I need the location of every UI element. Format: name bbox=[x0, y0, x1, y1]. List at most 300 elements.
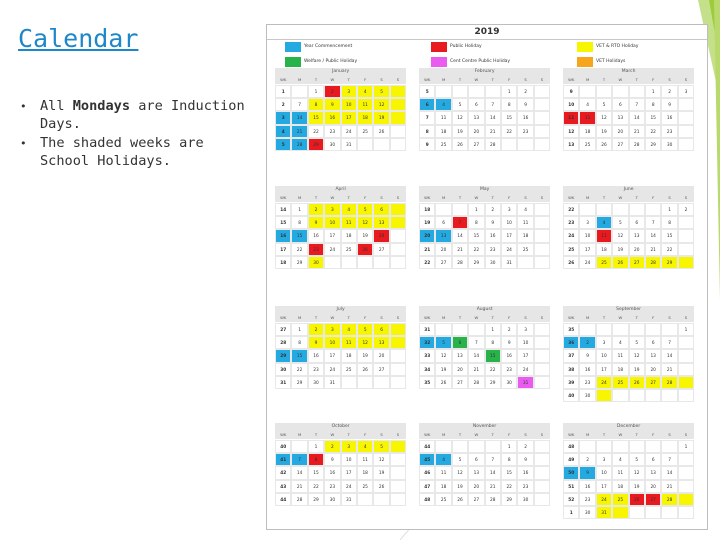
week-number-cell: 29 bbox=[275, 349, 291, 362]
date-cell: 5 bbox=[357, 323, 373, 336]
date-cell: 27 bbox=[468, 493, 484, 506]
date-cell: 8 bbox=[468, 216, 484, 229]
date-cell: 5 bbox=[629, 453, 645, 466]
date-cell: 16 bbox=[501, 349, 517, 362]
date-cell bbox=[291, 440, 307, 453]
date-cell bbox=[612, 440, 628, 453]
date-cell: 31 bbox=[341, 493, 357, 506]
week-number-cell: 13 bbox=[563, 138, 579, 151]
day-header: F bbox=[357, 431, 373, 439]
date-cell: 4 bbox=[435, 453, 451, 466]
date-cell: 21 bbox=[485, 125, 501, 138]
date-cell bbox=[452, 440, 468, 453]
date-cell: 28 bbox=[291, 493, 307, 506]
date-cell: 12 bbox=[452, 466, 468, 479]
date-cell: 6 bbox=[373, 323, 389, 336]
date-cell bbox=[645, 203, 661, 216]
date-cell: 5 bbox=[357, 203, 373, 216]
date-cell bbox=[357, 376, 373, 389]
date-cell: 16 bbox=[485, 229, 501, 242]
date-cell: 24 bbox=[324, 363, 340, 376]
date-cell: 14 bbox=[485, 111, 501, 124]
date-cell: 21 bbox=[661, 363, 677, 376]
week-number-cell: 42 bbox=[275, 466, 291, 479]
date-cell bbox=[390, 256, 406, 269]
week-number-cell: 44 bbox=[275, 493, 291, 506]
day-header: M bbox=[435, 431, 451, 439]
date-cell: 27 bbox=[452, 376, 468, 389]
date-cell: 14 bbox=[661, 466, 677, 479]
week-number-cell: 1 bbox=[275, 85, 291, 98]
date-cell: 30 bbox=[579, 389, 595, 402]
date-cell: 17 bbox=[579, 243, 595, 256]
date-cell: 12 bbox=[373, 453, 389, 466]
date-cell bbox=[390, 466, 406, 479]
date-cell: 1 bbox=[308, 85, 324, 98]
date-cell: 26 bbox=[373, 125, 389, 138]
date-cell: 30 bbox=[517, 493, 533, 506]
date-cell: 1 bbox=[485, 323, 501, 336]
date-cell: 26 bbox=[629, 493, 645, 506]
date-cell bbox=[373, 376, 389, 389]
date-cell: 14 bbox=[661, 349, 677, 362]
day-header: S bbox=[373, 76, 389, 84]
date-cell: 1 bbox=[501, 440, 517, 453]
date-cell bbox=[390, 363, 406, 376]
date-cell: 1 bbox=[661, 203, 677, 216]
date-cell: 10 bbox=[579, 229, 595, 242]
date-cell: 27 bbox=[612, 138, 628, 151]
date-cell: 3 bbox=[324, 323, 340, 336]
date-cell: 17 bbox=[324, 349, 340, 362]
day-header: S bbox=[678, 76, 694, 84]
date-cell: 14 bbox=[485, 466, 501, 479]
date-cell: 12 bbox=[612, 229, 628, 242]
date-cell: 6 bbox=[452, 336, 468, 349]
date-cell bbox=[629, 506, 645, 519]
date-cell bbox=[534, 243, 550, 256]
date-cell: 18 bbox=[612, 363, 628, 376]
date-cell: 13 bbox=[645, 349, 661, 362]
date-cell bbox=[324, 256, 340, 269]
date-cell bbox=[390, 243, 406, 256]
date-cell bbox=[534, 203, 550, 216]
date-cell bbox=[579, 203, 595, 216]
date-cell bbox=[645, 323, 661, 336]
week-number-cell: 48 bbox=[563, 440, 579, 453]
day-header: F bbox=[645, 76, 661, 84]
date-cell: 14 bbox=[645, 229, 661, 242]
date-cell bbox=[678, 256, 694, 269]
date-cell: 3 bbox=[579, 216, 595, 229]
date-cell: 13 bbox=[468, 111, 484, 124]
date-cell bbox=[435, 323, 451, 336]
date-cell: 6 bbox=[468, 453, 484, 466]
date-cell bbox=[357, 138, 373, 151]
date-cell: 8 bbox=[645, 98, 661, 111]
week-number-cell: 25 bbox=[563, 243, 579, 256]
date-cell bbox=[534, 111, 550, 124]
day-header: T bbox=[308, 431, 324, 439]
date-cell bbox=[390, 216, 406, 229]
date-cell: 29 bbox=[291, 256, 307, 269]
legend-item bbox=[431, 42, 482, 52]
date-cell: 11 bbox=[341, 336, 357, 349]
date-cell: 18 bbox=[341, 349, 357, 362]
date-cell: 2 bbox=[678, 203, 694, 216]
date-cell: 29 bbox=[308, 138, 324, 151]
week-number-cell: 35 bbox=[419, 376, 435, 389]
week-number-cell: 16 bbox=[275, 229, 291, 242]
date-cell bbox=[468, 85, 484, 98]
week-number-cell: 2 bbox=[275, 98, 291, 111]
week-number-cell: 35 bbox=[563, 323, 579, 336]
date-cell bbox=[629, 440, 645, 453]
date-cell bbox=[390, 349, 406, 362]
date-cell: 13 bbox=[435, 229, 451, 242]
date-cell: 21 bbox=[452, 243, 468, 256]
day-header: M bbox=[435, 314, 451, 322]
date-cell bbox=[435, 440, 451, 453]
day-header: W bbox=[324, 76, 340, 84]
day-header: W bbox=[324, 194, 340, 202]
date-cell: 19 bbox=[629, 480, 645, 493]
date-cell bbox=[485, 85, 501, 98]
day-header: M bbox=[291, 194, 307, 202]
day-header: T bbox=[596, 314, 612, 322]
date-cell: 22 bbox=[308, 480, 324, 493]
date-cell: 11 bbox=[596, 229, 612, 242]
date-cell bbox=[357, 256, 373, 269]
month-name: March bbox=[563, 68, 694, 76]
calendar-image bbox=[266, 24, 708, 530]
date-cell: 1 bbox=[501, 85, 517, 98]
day-header: S bbox=[661, 194, 677, 202]
date-cell bbox=[534, 466, 550, 479]
date-cell bbox=[452, 323, 468, 336]
date-cell: 2 bbox=[324, 85, 340, 98]
date-cell: 20 bbox=[468, 480, 484, 493]
week-number-cell: 30 bbox=[275, 363, 291, 376]
date-cell: 15 bbox=[645, 111, 661, 124]
date-cell: 4 bbox=[517, 203, 533, 216]
date-cell: 23 bbox=[485, 243, 501, 256]
date-cell: 10 bbox=[517, 336, 533, 349]
date-cell: 22 bbox=[501, 480, 517, 493]
day-header: F bbox=[645, 431, 661, 439]
date-cell bbox=[612, 506, 628, 519]
day-header: M bbox=[579, 314, 595, 322]
date-cell: 28 bbox=[645, 256, 661, 269]
date-cell: 10 bbox=[324, 336, 340, 349]
day-header: F bbox=[501, 431, 517, 439]
date-cell: 8 bbox=[291, 336, 307, 349]
date-cell: 5 bbox=[373, 440, 389, 453]
legend-swatch bbox=[285, 42, 301, 52]
legend-label: VET Holidays bbox=[596, 59, 626, 64]
date-cell bbox=[534, 363, 550, 376]
date-cell: 22 bbox=[308, 125, 324, 138]
day-header: F bbox=[357, 314, 373, 322]
week-number-cell: 20 bbox=[419, 229, 435, 242]
date-cell: 18 bbox=[435, 480, 451, 493]
date-cell bbox=[534, 216, 550, 229]
date-cell: 2 bbox=[661, 85, 677, 98]
week-number-cell: 8 bbox=[419, 125, 435, 138]
day-header: T bbox=[485, 314, 501, 322]
date-cell bbox=[357, 493, 373, 506]
day-header: T bbox=[596, 76, 612, 84]
bullet-item bbox=[20, 98, 260, 133]
date-cell: 7 bbox=[485, 98, 501, 111]
date-cell: 25 bbox=[579, 138, 595, 151]
day-header: M bbox=[579, 431, 595, 439]
week-number-cell: 26 bbox=[563, 256, 579, 269]
date-cell bbox=[629, 203, 645, 216]
date-cell: 28 bbox=[661, 493, 677, 506]
date-cell: 19 bbox=[596, 125, 612, 138]
date-cell bbox=[534, 376, 550, 389]
legend-swatch bbox=[577, 57, 593, 67]
date-cell: 2 bbox=[485, 203, 501, 216]
date-cell: 24 bbox=[579, 256, 595, 269]
date-cell: 17 bbox=[501, 229, 517, 242]
day-header: M bbox=[579, 76, 595, 84]
legend-swatch bbox=[431, 57, 447, 67]
date-cell bbox=[629, 389, 645, 402]
date-cell: 16 bbox=[579, 363, 595, 376]
date-cell bbox=[661, 389, 677, 402]
day-header: W bbox=[468, 194, 484, 202]
date-cell bbox=[390, 480, 406, 493]
date-cell: 6 bbox=[373, 203, 389, 216]
date-cell: 1 bbox=[291, 323, 307, 336]
date-cell bbox=[534, 440, 550, 453]
date-cell: 1 bbox=[308, 440, 324, 453]
day-header: F bbox=[501, 314, 517, 322]
week-number-cell: 12 bbox=[563, 125, 579, 138]
day-header: F bbox=[501, 194, 517, 202]
date-cell: 12 bbox=[435, 349, 451, 362]
day-header: W bbox=[612, 76, 628, 84]
date-cell: 28 bbox=[629, 138, 645, 151]
date-cell: 20 bbox=[373, 349, 389, 362]
date-cell: 30 bbox=[324, 493, 340, 506]
week-number-cell: 23 bbox=[563, 216, 579, 229]
date-cell: 31 bbox=[341, 138, 357, 151]
day-header: T bbox=[452, 76, 468, 84]
date-cell: 25 bbox=[435, 138, 451, 151]
day-header: T bbox=[341, 194, 357, 202]
date-cell bbox=[390, 453, 406, 466]
date-cell: 7 bbox=[452, 216, 468, 229]
month-name: October bbox=[275, 423, 406, 431]
date-cell bbox=[678, 506, 694, 519]
legend-item bbox=[577, 57, 625, 67]
date-cell bbox=[534, 349, 550, 362]
day-header: T bbox=[308, 314, 324, 322]
date-cell bbox=[579, 85, 595, 98]
day-header: F bbox=[645, 314, 661, 322]
day-header: S bbox=[661, 314, 677, 322]
date-cell: 19 bbox=[612, 243, 628, 256]
week-number-cell: 7 bbox=[419, 111, 435, 124]
date-cell bbox=[678, 349, 694, 362]
date-cell bbox=[596, 85, 612, 98]
week-number-cell: 28 bbox=[275, 336, 291, 349]
day-header: S bbox=[373, 314, 389, 322]
month-name: November bbox=[419, 423, 550, 431]
date-cell: 16 bbox=[517, 111, 533, 124]
date-cell: 19 bbox=[452, 125, 468, 138]
date-cell: 10 bbox=[341, 453, 357, 466]
date-cell: 24 bbox=[324, 243, 340, 256]
day-header: W bbox=[324, 431, 340, 439]
day-header: W bbox=[468, 431, 484, 439]
day-header: F bbox=[357, 76, 373, 84]
date-cell: 13 bbox=[373, 216, 389, 229]
date-cell: 31 bbox=[324, 376, 340, 389]
legend-item bbox=[285, 57, 357, 67]
day-header: M bbox=[291, 314, 307, 322]
day-header: T bbox=[485, 194, 501, 202]
date-cell: 19 bbox=[373, 466, 389, 479]
date-cell: 21 bbox=[468, 363, 484, 376]
date-cell: 8 bbox=[485, 336, 501, 349]
date-cell: 17 bbox=[324, 229, 340, 242]
date-cell: 23 bbox=[579, 376, 595, 389]
date-cell: 30 bbox=[579, 506, 595, 519]
date-cell bbox=[390, 493, 406, 506]
date-cell: 2 bbox=[324, 440, 340, 453]
date-cell: 24 bbox=[596, 493, 612, 506]
date-cell bbox=[390, 98, 406, 111]
date-cell bbox=[645, 389, 661, 402]
legend-swatch bbox=[431, 42, 447, 52]
date-cell: 5 bbox=[629, 336, 645, 349]
date-cell: 5 bbox=[452, 98, 468, 111]
date-cell bbox=[612, 203, 628, 216]
date-cell: 16 bbox=[324, 111, 340, 124]
date-cell: 11 bbox=[357, 453, 373, 466]
date-cell: 8 bbox=[501, 453, 517, 466]
date-cell bbox=[452, 203, 468, 216]
date-cell: 9 bbox=[517, 98, 533, 111]
date-cell: 11 bbox=[357, 98, 373, 111]
day-header: S bbox=[373, 431, 389, 439]
day-header: WK bbox=[563, 76, 579, 84]
week-number-cell: 10 bbox=[563, 98, 579, 111]
date-cell: 16 bbox=[324, 466, 340, 479]
date-cell bbox=[579, 440, 595, 453]
date-cell: 9 bbox=[661, 98, 677, 111]
date-cell: 7 bbox=[468, 336, 484, 349]
week-number-cell: 40 bbox=[563, 389, 579, 402]
day-header: T bbox=[341, 431, 357, 439]
date-cell: 13 bbox=[629, 229, 645, 242]
date-cell: 31 bbox=[596, 506, 612, 519]
day-header: WK bbox=[419, 314, 435, 322]
date-cell: 3 bbox=[324, 203, 340, 216]
date-cell: 4 bbox=[596, 216, 612, 229]
date-cell: 28 bbox=[661, 376, 677, 389]
date-cell: 30 bbox=[308, 376, 324, 389]
date-cell bbox=[612, 389, 628, 402]
date-cell: 18 bbox=[517, 229, 533, 242]
date-cell: 14 bbox=[468, 349, 484, 362]
date-cell: 12 bbox=[452, 111, 468, 124]
week-number-cell: 3 bbox=[275, 111, 291, 124]
date-cell: 30 bbox=[324, 138, 340, 151]
date-cell: 27 bbox=[373, 363, 389, 376]
date-cell bbox=[596, 323, 612, 336]
date-cell bbox=[678, 480, 694, 493]
date-cell: 13 bbox=[373, 336, 389, 349]
week-number-cell: 1 bbox=[563, 506, 579, 519]
date-cell: 13 bbox=[612, 111, 628, 124]
day-header: T bbox=[629, 314, 645, 322]
week-number-cell: 4 bbox=[275, 125, 291, 138]
day-header: T bbox=[485, 431, 501, 439]
month-name: September bbox=[563, 306, 694, 314]
month-name: February bbox=[419, 68, 550, 76]
day-header: F bbox=[645, 194, 661, 202]
day-header: T bbox=[596, 194, 612, 202]
date-cell: 14 bbox=[452, 229, 468, 242]
date-cell bbox=[373, 256, 389, 269]
week-number-cell: 48 bbox=[419, 493, 435, 506]
date-cell: 18 bbox=[612, 480, 628, 493]
date-cell bbox=[629, 323, 645, 336]
bullet-text-pre: The shaded weeks are School Holidays. bbox=[40, 135, 204, 169]
legend-label: Cent Centre Public Holiday bbox=[450, 59, 511, 64]
date-cell: 27 bbox=[645, 493, 661, 506]
date-cell: 2 bbox=[501, 323, 517, 336]
date-cell: 1 bbox=[678, 440, 694, 453]
date-cell bbox=[390, 125, 406, 138]
date-cell: 30 bbox=[501, 376, 517, 389]
date-cell: 15 bbox=[291, 229, 307, 242]
date-cell: 15 bbox=[485, 349, 501, 362]
date-cell: 21 bbox=[485, 480, 501, 493]
day-header: S bbox=[678, 431, 694, 439]
day-header: S bbox=[517, 194, 533, 202]
legend-label: Public Holiday bbox=[450, 44, 482, 49]
date-cell: 24 bbox=[341, 125, 357, 138]
date-cell: 2 bbox=[579, 453, 595, 466]
month-name: July bbox=[275, 306, 406, 314]
date-cell: 4 bbox=[341, 323, 357, 336]
date-cell: 26 bbox=[452, 138, 468, 151]
date-cell: 11 bbox=[435, 111, 451, 124]
date-cell: 18 bbox=[341, 229, 357, 242]
date-cell: 12 bbox=[596, 111, 612, 124]
date-cell bbox=[661, 323, 677, 336]
date-cell bbox=[341, 376, 357, 389]
date-cell: 21 bbox=[291, 125, 307, 138]
date-cell: 3 bbox=[341, 440, 357, 453]
date-cell: 1 bbox=[678, 323, 694, 336]
date-cell: 24 bbox=[501, 243, 517, 256]
day-header: S bbox=[373, 194, 389, 202]
week-number-cell: 5 bbox=[275, 138, 291, 151]
day-header: W bbox=[612, 431, 628, 439]
day-header: M bbox=[435, 194, 451, 202]
date-cell bbox=[534, 85, 550, 98]
day-header: T bbox=[452, 431, 468, 439]
date-cell: 18 bbox=[435, 125, 451, 138]
date-cell: 13 bbox=[452, 349, 468, 362]
